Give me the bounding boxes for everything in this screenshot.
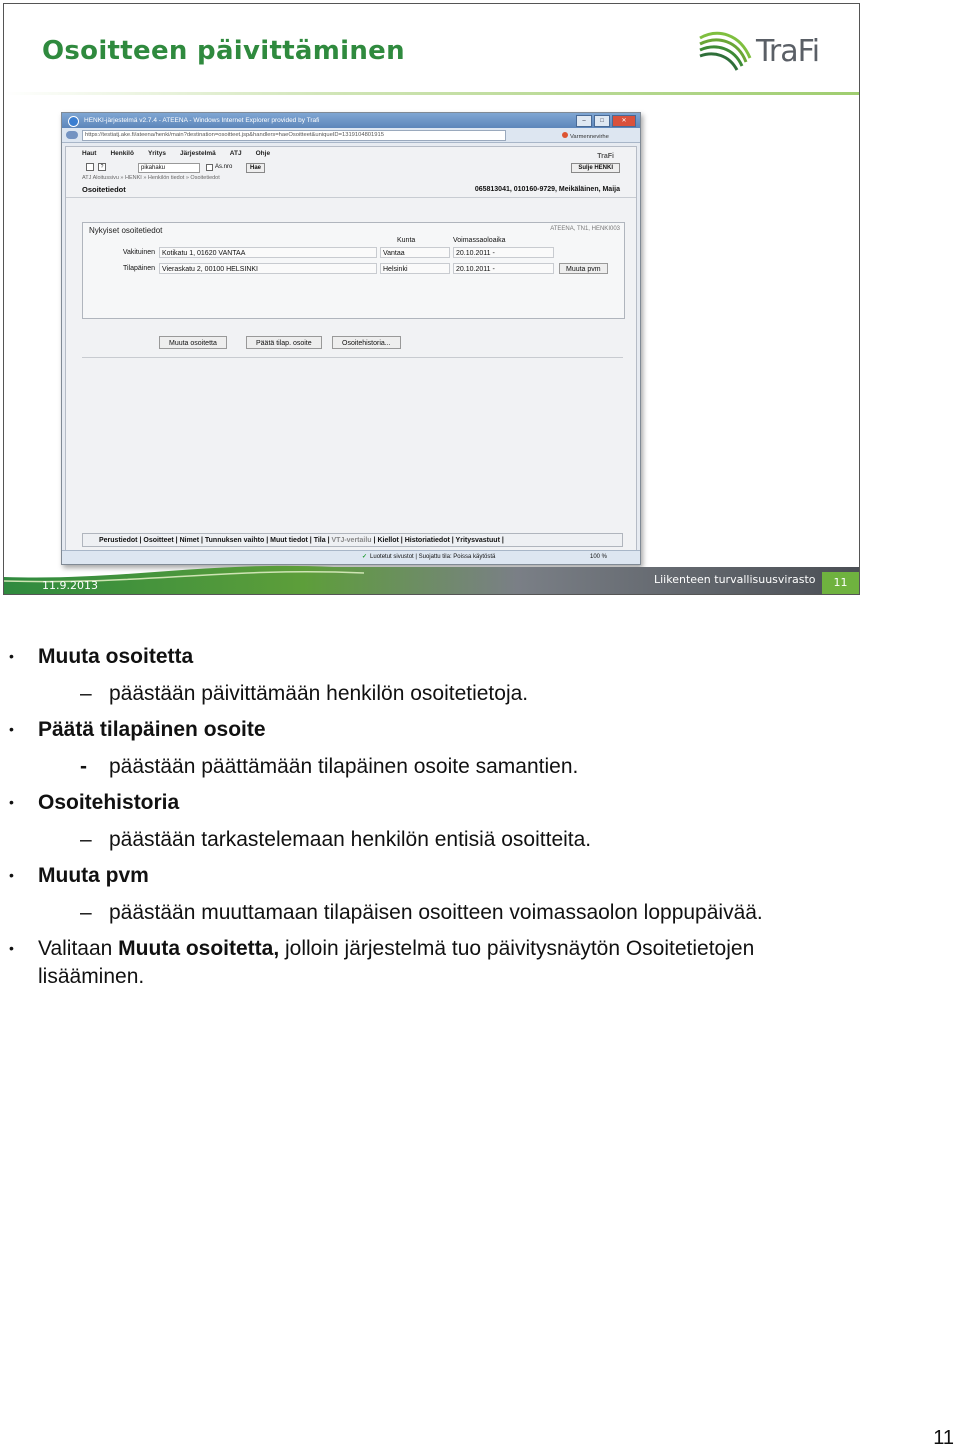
address-field-vakituinen: Kotikatu 1, 01620 VANTAA: [159, 247, 377, 258]
slide-number: 11: [822, 572, 859, 594]
tab-osoitteet[interactable]: Osoitteet: [143, 537, 174, 544]
window-controls: [576, 115, 636, 127]
col-voimassa: Voimassaoloaika: [453, 237, 506, 244]
close-icon[interactable]: ✕: [612, 115, 636, 127]
kunta-field-vakituinen: Vantaa: [380, 247, 450, 258]
status-text: Luotetut sivustot | Suojattu tila: Poissa käytöstä: [370, 554, 496, 560]
address-field-tilapainen: Vieraskatu 2, 00100 HELSINKI: [159, 263, 377, 274]
certificate-warning-label: Varmennevirhe: [570, 134, 609, 140]
tab-historiatiedot[interactable]: Historiatiedot: [404, 537, 450, 544]
trafi-logo-text: TraFi: [756, 34, 820, 69]
final-prefix: Valitaan: [38, 937, 119, 960]
page-number: 11: [933, 1427, 954, 1449]
menu-jarjestelma[interactable]: Järjestelmä: [180, 150, 216, 157]
paata-tilap-osoite-button[interactable]: Päätä tilap. osoite: [246, 336, 322, 349]
final-suffix: jolloin järjestelmä tuo päivitysnäytön Osoitetietojen: [279, 937, 755, 960]
asnro-label: As.nro: [215, 164, 233, 170]
tab-tunnuksen-vaihto[interactable]: Tunnuksen vaihto: [204, 537, 265, 544]
help-icon[interactable]: ?: [98, 163, 106, 171]
note-title: Muuta pvm: [38, 864, 149, 887]
footer-date: 11.9.2013: [42, 579, 98, 592]
final-note-line2: lisääminen.: [38, 965, 145, 988]
tab-yritysvastuut[interactable]: Yritysvastuut: [455, 537, 500, 544]
minimize-icon[interactable]: –: [576, 115, 592, 127]
certificate-warning[interactable]: [562, 130, 609, 144]
row-label-vakituinen: Vakituinen: [122, 249, 155, 256]
search-button[interactable]: Hae: [246, 163, 265, 173]
note-desc-text: päästään tarkastelemaan henkilön entisiä osoitteita.: [109, 828, 592, 851]
slide-title: Osoitteen päivittäminen: [42, 36, 405, 66]
dash-marker: –: [80, 901, 92, 924]
breadcrumb: ATJ Aloitussivu » HENKI » Henkilön tiedot » Osoitetiedot: [82, 175, 220, 181]
osoitehistoria-button[interactable]: Osoitehistoria...: [332, 336, 401, 349]
note-desc-text: päästään päättämään tilapäinen osoite samantien.: [109, 755, 579, 778]
note-title: Osoitehistoria: [38, 791, 180, 814]
panel-title: Nykyiset osoitetiedot: [89, 226, 163, 235]
tab-nimet[interactable]: Nimet: [179, 537, 200, 544]
note-desc-text: päästään muuttamaan tilapäisen osoitteen voimassaolon loppupäivää.: [109, 901, 763, 924]
note-title: Muuta osoitetta: [38, 645, 194, 668]
header-rule: [4, 92, 859, 95]
action-divider: [82, 357, 623, 358]
row-label-tilapainen: Tilapäinen: [122, 265, 155, 272]
dash-marker: -: [80, 755, 87, 778]
menu-yritys[interactable]: Yritys: [147, 150, 167, 157]
window-titlebar: [62, 113, 640, 128]
panel-context: ATEENA, TN1, HENKI003: [550, 226, 620, 232]
check-icon: ✓: [362, 554, 368, 560]
asnro-checkbox[interactable]: [206, 164, 213, 171]
tab-kiellot[interactable]: Kiellot: [377, 537, 399, 544]
tab-tila[interactable]: Tila: [313, 537, 326, 544]
voimassa-field-tilapainen: 20.10.2011 -: [453, 263, 554, 274]
brand-mini: TraFi: [597, 153, 614, 160]
maximize-icon[interactable]: □: [594, 115, 610, 127]
current-address-panel: [82, 222, 625, 319]
dash-marker: –: [80, 828, 92, 851]
menu-ohje[interactable]: Ohje: [255, 150, 271, 157]
address-bar: [62, 128, 640, 143]
warning-icon: [562, 132, 568, 138]
tab-muut-tiedot[interactable]: Muut tiedot: [270, 537, 308, 544]
footer-organization: Liikenteen turvallisuusvirasto: [654, 573, 816, 586]
quick-search-input[interactable]: pikahaku: [138, 163, 200, 173]
page-header: [66, 183, 636, 198]
kunta-field-tilapainen: Helsinki: [380, 263, 450, 274]
close-henki-button[interactable]: Sulje HENKI: [571, 163, 620, 173]
zoom-level[interactable]: 100 %: [590, 554, 608, 560]
menu-haut[interactable]: Haut: [82, 150, 97, 157]
col-kunta: Kunta: [397, 237, 416, 244]
menu-atj[interactable]: ATJ: [229, 150, 242, 157]
voimassa-field-vakituinen: 20.10.2011 -: [453, 247, 554, 258]
muuta-osoitetta-button[interactable]: Muuta osoitetta: [159, 336, 227, 349]
tab-perustiedot[interactable]: Perustiedot: [99, 537, 138, 544]
search-row: [66, 161, 636, 174]
browser-window: [61, 112, 641, 565]
back-icon[interactable]: [66, 131, 78, 139]
page-title: Osoitetiedot: [82, 185, 126, 194]
slide-image: [3, 3, 860, 595]
menu-henkilo[interactable]: Henkilö: [110, 150, 134, 157]
menu-bar: [66, 147, 636, 161]
final-bold: Muuta osoitetta,: [118, 937, 280, 960]
window-icon[interactable]: [86, 163, 94, 171]
tab-bar: Perustiedot | Osoitteet | Nimet | Tunnuksen vaihto | Muut tiedot | Tila | VTJ-vertailu | Kiellot | Historiatiedot | Yritysvastuut |: [82, 533, 623, 547]
ie-icon: [68, 116, 79, 127]
note-title: Päätä tilapäinen osoite: [38, 718, 266, 741]
muuta-pvm-button[interactable]: Muuta pvm: [559, 263, 608, 274]
final-note-text: [38, 937, 754, 961]
note-desc-text: päästään päivittämään henkilön osoitetietoja.: [109, 682, 529, 705]
tab-vtj-vertailu[interactable]: VTJ-vertailu: [331, 537, 372, 544]
window-title: HENKI-järjestelmä v2.7.4 - ATEENA - Windows Internet Explorer provided by Trafi: [84, 117, 320, 124]
app-content: [65, 146, 637, 553]
dash-marker: –: [80, 682, 92, 705]
person-info: 065813041, 010160-9729, Meikäläinen, Maija: [474, 186, 620, 193]
url-field[interactable]: https://testiatj.ake.fi/ateena/henki/main?destination=osoitteet.jsp&handlers=haeOsoitteet&uniqueID=1319104801915: [82, 130, 506, 141]
